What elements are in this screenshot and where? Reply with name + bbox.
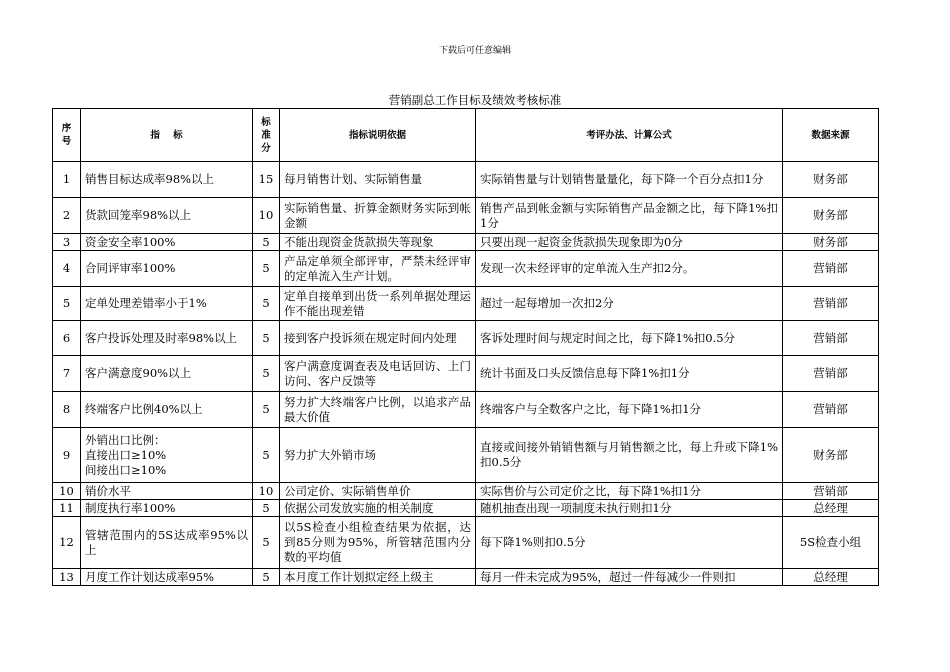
row-indicator: 客户满意度90%以上	[81, 356, 253, 392]
row-indicator: 销售目标达成率98%以上	[81, 162, 253, 198]
row-basis: 公司定价、实际销售单价	[280, 483, 476, 500]
row-number: 5	[53, 287, 81, 321]
table-row	[53, 198, 879, 234]
row-basis: 努力扩大终端客户比例，以追求产品最大价值	[280, 392, 476, 428]
row-method: 直接或间接外销销售额与月销售额之比，每上升或下降1%扣0.5分	[476, 428, 783, 483]
header-index: 序 号	[53, 109, 81, 162]
row-indicator: 销价水平	[81, 483, 253, 500]
row-number: 2	[53, 198, 81, 234]
row-number: 6	[53, 321, 81, 356]
row-weight: 5	[253, 500, 280, 517]
row-source: 5S检查小组	[783, 517, 879, 569]
row-method: 随机抽查出现一项制度未执行则扣1分	[476, 500, 783, 517]
table-row	[53, 162, 879, 198]
row-number: 4	[53, 251, 81, 287]
table-row	[53, 356, 879, 392]
row-method: 销售产品到帐金额与实际销售产品金额之比，每下降1%扣1分	[476, 198, 783, 234]
row-number: 12	[53, 517, 81, 569]
header-source: 数据来源	[783, 109, 879, 162]
row-basis: 实际销售量、折算金额财务实际到帐金额	[280, 198, 476, 234]
row-basis: 依据公司发放实施的相关制度	[280, 500, 476, 517]
row-source: 财务部	[783, 234, 879, 251]
row-source: 财务部	[783, 428, 879, 483]
row-source: 财务部	[783, 162, 879, 198]
header-indicator: 指 标	[81, 109, 253, 162]
row-indicator: 月度工作计划达成率95%	[81, 569, 253, 586]
row-indicator: 定单处理差错率小于1%	[81, 287, 253, 321]
row-method: 超过一起每增加一次扣2分	[476, 287, 783, 321]
document-title: 营销副总工作目标及绩效考核标准	[388, 93, 562, 107]
row-method: 实际售价与公司定价之比，每下降1%扣1分	[476, 483, 783, 500]
row-weight: 5	[253, 234, 280, 251]
row-number: 7	[53, 356, 81, 392]
table-row	[53, 569, 879, 586]
row-number: 9	[53, 428, 81, 483]
row-number: 13	[53, 569, 81, 586]
row-number: 11	[53, 500, 81, 517]
table-row	[53, 392, 879, 428]
row-weight: 5	[253, 428, 280, 483]
row-method: 实际销售量与计划销售量量化，每下降一个百分点扣1分	[476, 162, 783, 198]
indicator-line: 外销出口比例：	[85, 432, 166, 447]
row-indicator: 制度执行率100%	[81, 500, 253, 517]
row-number: 8	[53, 392, 81, 428]
indicator-line: 间接出口≥10%	[85, 462, 167, 477]
indicator-line: 直接出口≥10%	[85, 447, 167, 462]
header-basis: 指标说明依据	[280, 109, 476, 162]
row-method: 发现一次未经评审的定单流入生产扣2分。	[476, 251, 783, 287]
row-weight: 5	[253, 287, 280, 321]
row-source: 营销部	[783, 287, 879, 321]
row-method: 每下降1%则扣0.5分	[476, 517, 783, 569]
row-method: 终端客户与全数客户之比，每下降1%扣1分	[476, 392, 783, 428]
row-indicator	[81, 428, 253, 483]
row-indicator: 合同评审率100%	[81, 251, 253, 287]
row-source: 营销部	[783, 483, 879, 500]
row-basis: 定单自接单到出货一系列单据处理运作不能出现差错	[280, 287, 476, 321]
header-method: 考评办法、计算公式	[476, 109, 783, 162]
table-row	[53, 517, 879, 569]
header-weight: 标 准 分	[253, 109, 280, 162]
row-weight: 5	[253, 517, 280, 569]
row-source: 总经理	[783, 569, 879, 586]
row-source: 总经理	[783, 500, 879, 517]
table-row	[53, 500, 879, 517]
row-indicator: 货款回笼率98%以上	[81, 198, 253, 234]
row-weight: 10	[253, 483, 280, 500]
row-basis: 以5S检查小组检查结果为依据，达到85分则为95%，所管辖范围内分数的平均值	[280, 517, 476, 569]
table-row	[53, 287, 879, 321]
watermark-text: 下载后可任意编辑	[438, 46, 511, 56]
row-basis: 产品定单须全部评审，严禁未经评审的定单流入生产计划。	[280, 251, 476, 287]
row-basis: 接到客户投诉须在规定时间内处理	[280, 321, 476, 356]
row-indicator: 客户投诉处理及时率98%以上	[81, 321, 253, 356]
row-method: 客诉处理时间与规定时间之比，每下降1%扣0.5分	[476, 321, 783, 356]
row-weight: 15	[253, 162, 280, 198]
row-number: 3	[53, 234, 81, 251]
row-basis: 客户满意度调查表及电话回访、上门访问、客户反馈等	[280, 356, 476, 392]
row-method: 每月一件未完成为95%，超过一件每减少一件则扣	[476, 569, 783, 586]
row-source: 营销部	[783, 321, 879, 356]
row-indicator: 终端客户比例40%以上	[81, 392, 253, 428]
row-source: 营销部	[783, 392, 879, 428]
row-weight: 5	[253, 569, 280, 586]
row-weight: 5	[253, 321, 280, 356]
row-basis: 每月销售计划、实际销售量	[280, 162, 476, 198]
row-number: 1	[53, 162, 81, 198]
table-row	[53, 428, 879, 483]
row-basis: 努力扩大外销市场	[280, 428, 476, 483]
row-weight: 5	[253, 356, 280, 392]
row-source: 营销部	[783, 251, 879, 287]
row-method: 只要出现一起资金货款损失现象即为0分	[476, 234, 783, 251]
row-basis: 本月度工作计划拟定经上级主	[280, 569, 476, 586]
row-basis: 不能出现资金货款损失等现象	[280, 234, 476, 251]
row-indicator: 管辖范围内的5S达成率95%以上	[81, 517, 253, 569]
table-row	[53, 321, 879, 356]
table-row	[53, 251, 879, 287]
row-weight: 5	[253, 392, 280, 428]
row-method: 统计书面及口头反馈信息每下降1%扣1分	[476, 356, 783, 392]
row-indicator: 资金安全率100%	[81, 234, 253, 251]
table-row	[53, 483, 879, 500]
table-row	[53, 234, 879, 251]
row-source: 财务部	[783, 198, 879, 234]
row-weight: 5	[253, 251, 280, 287]
table-header-row	[53, 109, 879, 162]
row-weight: 10	[253, 198, 280, 234]
row-source: 营销部	[783, 356, 879, 392]
row-number: 10	[53, 483, 81, 500]
kpi-table	[52, 108, 879, 586]
